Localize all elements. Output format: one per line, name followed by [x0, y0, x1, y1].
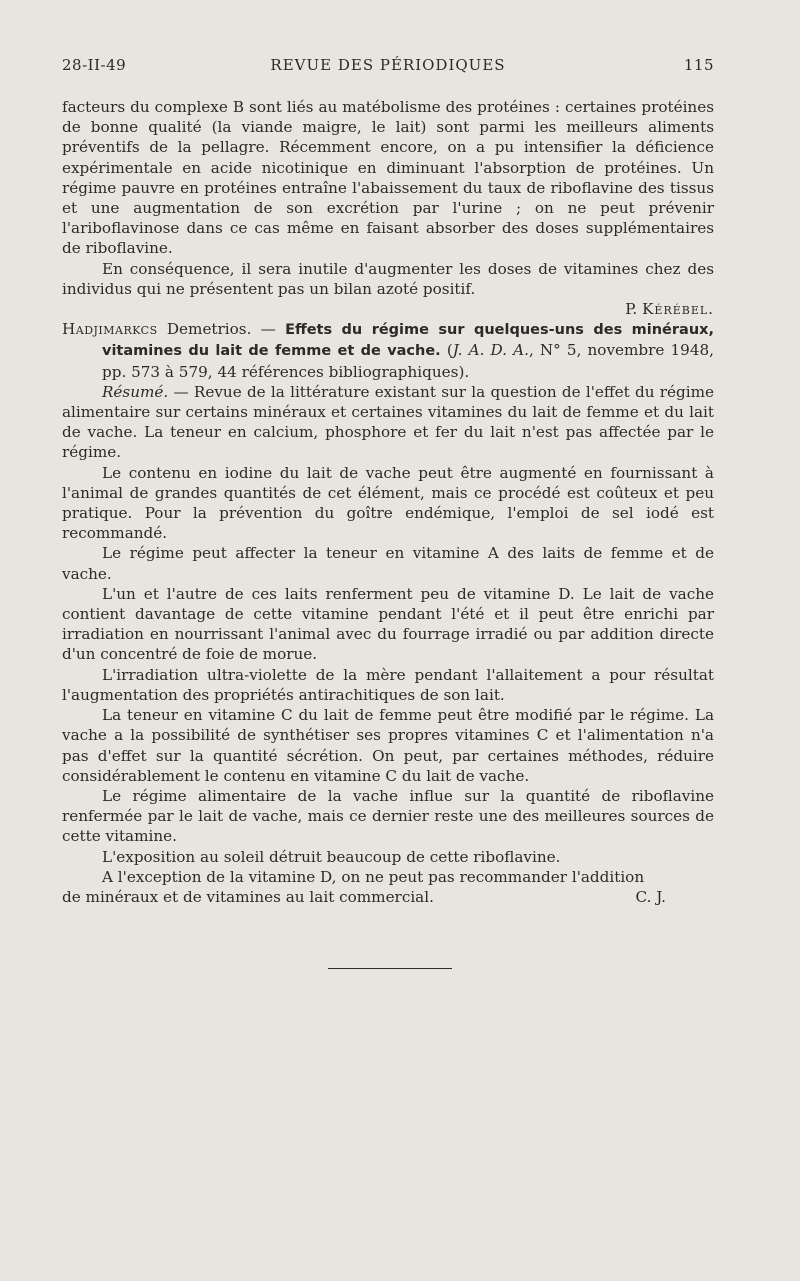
- intro-paragraph-2: En conséquence, il sera inutile d'augmenter les doses de vitamines chez des individus qui ne présentent pas un bilan azoté positif.: [62, 259, 714, 298]
- entry-journal: J. A. D. A.: [452, 341, 529, 360]
- entry-author: Hadjimarkcs: [62, 320, 158, 339]
- last-line-text: de minéraux et de vitamines au lait commercial.: [62, 887, 434, 906]
- signature-initial: P.: [625, 300, 638, 319]
- entry-signature: C. J.: [635, 887, 666, 906]
- entry-paragraph-last-end: [62, 887, 714, 907]
- entry-title: Effets du régime sur quelques-uns des minéraux, vitamines du lait de femme et de vache.: [102, 322, 715, 360]
- entry-paragraph-6: Le régime alimentaire de la vache influe sur la quantité de riboflavine renfermée par le lait de vache, mais ce dernier reste une des meilleures sources de cette vitamine.: [62, 786, 714, 846]
- entry-details: , N° 5, novembre 1948, pp. 573 à 579, 44 références bibliographiques).: [102, 341, 714, 381]
- resume-paragraph: [62, 382, 714, 463]
- resume-label: Résumé.: [102, 382, 169, 401]
- entry-paragraph-7: L'exposition au soleil détruit beaucoup de cette riboflavine.: [102, 847, 561, 866]
- signature-name: Kérébel.: [642, 300, 714, 319]
- entry-paragraph-2: Le régime peut affecter la teneur en vitamine A des laits de femme et de vache.: [62, 544, 714, 583]
- entry-paragraph-1: Le contenu en iodine du lait de vache peut être augmenté en fournissant à l'animal de grandes quantités de cet élément, mais ce procédé est coûteux et peu pratique. Pour la prévention du goître endémique, l'emploi de sel iodé est recommandé.: [62, 463, 714, 543]
- intro-paragraph-1: facteurs du complexe B sont liés au matébolisme des protéines : certaines protéines de bonne qualité (la viande maigre, le lait) sont parmi les meilleurs aliments préventifs de la pellagre. Récemment encore, on a pu intensifier la déficience expérimentale en acide nicotinique en diminuant l'absorption de protéines. Un régime pauvre en protéines entraîne l'abaissement du taux de riboflavine des tissus et une augmentation de son excrétion par l'urine ; on ne peut prévenir l'ariboflavinose dans ce cas même en faisant absorber des doses supplémentaires de riboflavine.: [62, 98, 714, 258]
- intro-signature: [62, 299, 714, 319]
- page-body: [62, 97, 714, 907]
- entry-paragraph-4: L'irradiation ultra-violette de la mère pendant l'allaitement a pour résultat l'augmentation des propriétés antirachitiques de son lait.: [62, 665, 714, 704]
- page-number: 115: [683, 56, 714, 74]
- header-date: 28-II-49: [62, 56, 127, 74]
- entry-paragraph-last-start: A l'exception de la vitamine D, on ne peut pas recommander l'addition: [102, 867, 645, 886]
- entry-paragraph-5: La teneur en vitamine C du lait de femme peut être modifié par le régime. La vache a la possibilité de synthétiser ses propres vitamines C et l'alimentation n'a pas d'effet sur la quantité sécrétion. On peut, par certaines méthodes, réduire considérablement le contenu en vitamine C du lait de vache.: [62, 706, 714, 785]
- bibliographic-entry: Hadjimarkcs Demetrios. — Effets du régime sur quelques-uns des minéraux, vitamines du lait de femme et de vache. (J. A. D. A., N° 5, novembre 1948, pp. 573 à 579, 44 références bibliographiques).: [62, 320, 715, 381]
- entry-dash: —: [251, 320, 286, 339]
- entry-firstname: Demetrios.: [166, 320, 252, 339]
- resume-text: — Revue de la littérature existant sur la question de l'effet du régime alimentaire sur certains minéraux et certaines vitamines du lait de femme et du lait de vache. La teneur en calcium, phosphore et fer du lait n'est pas affectée par le régime.: [62, 382, 714, 462]
- header-title: REVUE DES PÉRIODIQUES: [270, 56, 506, 74]
- section-divider-rule: [328, 968, 452, 969]
- entry-paragraph-3: L'un et l'autre de ces laits renferment peu de vitamine D. Le lait de vache contient davantage de cette vitamine pendant l'été et il peut être enrichi par irradiation en nourrissant l'animal avec du fourrage irradié ou par addition directe d'un concentré de foie de morue.: [62, 584, 714, 664]
- running-header: [62, 56, 714, 80]
